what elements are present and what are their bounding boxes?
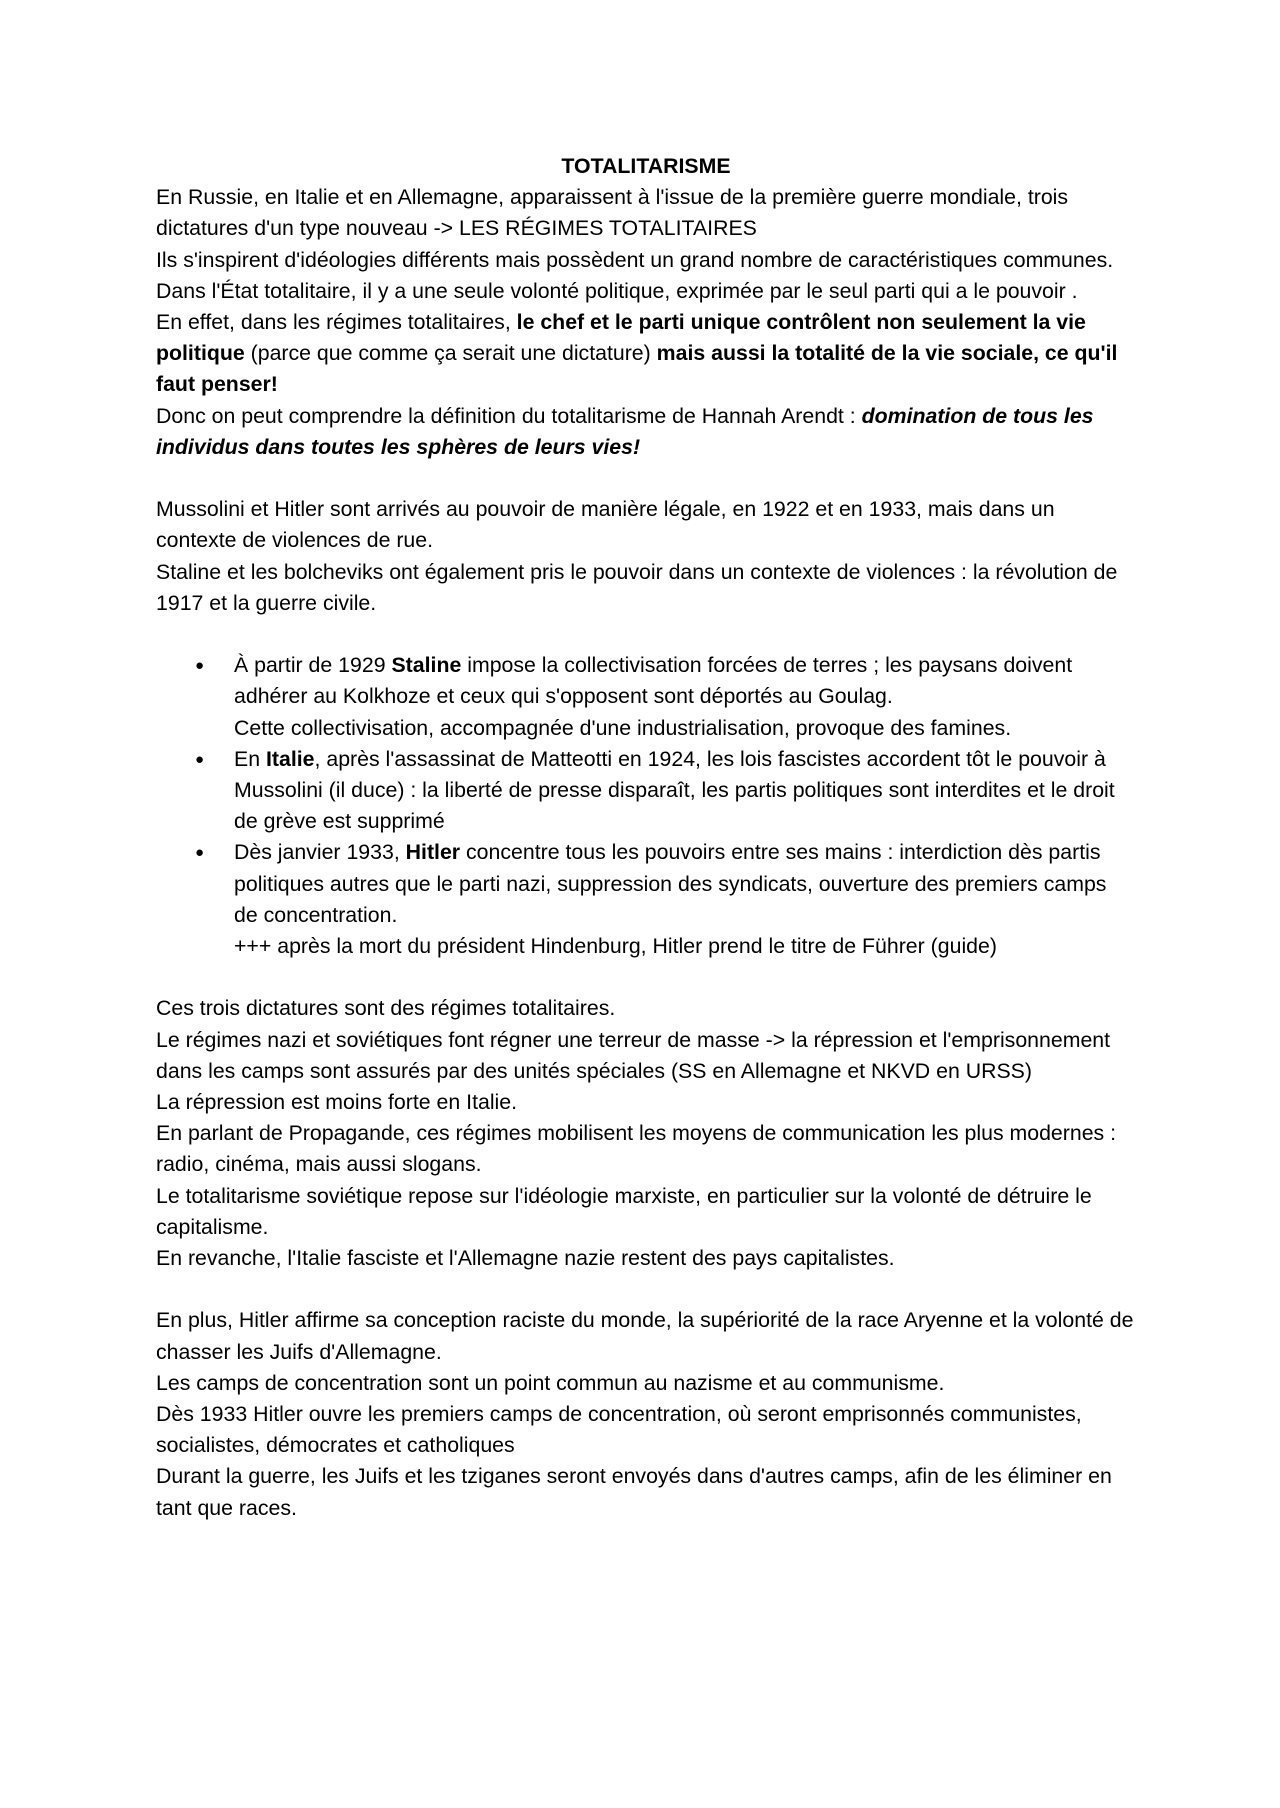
- arendt-definition: domination de tous les individus dans toutes les sphères de leurs vies!: [156, 403, 1094, 459]
- power-paragraph-1: Mussolini et Hitler sont arrivés au pouvoir de manière légale, en 1922 et en 1933, mais dans un contexte de violences de rue.: [156, 497, 1055, 553]
- intro-paragraph-5: [156, 401, 1136, 463]
- list-text: En: [234, 746, 266, 771]
- list-item-italie: [234, 744, 1136, 838]
- spacer: [156, 1274, 1136, 1305]
- camps-paragraph: Durant la guerre, les Juifs et les tziganes seront envoyés dans d'autres camps, afin de les éliminer en tant que races.: [156, 1464, 1112, 1520]
- list-item-staline: [234, 650, 1136, 744]
- list-text: concentre tous les pouvoirs entre ses mains : interdiction dès partis politiques autres que le parti nazi, suppression des syndicats, ouverture des premiers camps de concentration.: [234, 840, 1107, 927]
- intro-p4-bold-b: mais aussi la totalité de la vie sociale, ce qu'il faut penser!: [156, 341, 1118, 397]
- regimes-paragraph: Le régimes nazi et soviétiques font régner une terreur de masse -> la répression et l'emprisonnement dans les camps sont assurés par des unités spéciales (SS en Allemagne et NKVD en URSS): [156, 1027, 1111, 1083]
- spacer: [156, 463, 1136, 494]
- regimes-paragraph: Ces trois dictatures sont des régimes totalitaires.: [156, 996, 616, 1021]
- list-text: impose la collectivisation forcées de terres ; les paysans doivent adhérer au Kolkhoze et ceux qui s'opposent sont déportés au Goulag.: [234, 653, 1073, 709]
- list-bold: Hitler: [405, 840, 461, 865]
- camps-paragraph: Les camps de concentration sont un point commun au nazisme et au communisme.: [156, 1370, 945, 1395]
- regimes-paragraph: En parlant de Propagande, ces régimes mobilisent les moyens de communication les plus modernes : radio, cinéma, mais aussi slogans.: [156, 1121, 1117, 1177]
- camps-paragraph: Dès 1933 Hitler ouvre les premiers camps de concentration, où seront emprisonnés communistes, socialistes, démocrates et catholiques: [156, 1402, 1082, 1458]
- regimes-paragraph: La répression est moins forte en Italie.: [156, 1090, 518, 1115]
- intro-paragraph-1: En Russie, en Italie et en Allemagne, apparaissent à l'issue de la première guerre mondiale, trois dictatures d'un type nouveau -> LES RÉGIMES TOTALITAIRES: [156, 185, 1069, 241]
- intro-paragraph-4: [156, 307, 1136, 401]
- list-text: Cette collectivisation, accompagnée d'une industrialisation, provoque des famines.: [234, 715, 1012, 740]
- intro-p5-text: Donc on peut comprendre la définition du totalitarisme de Hannah Arendt :: [156, 403, 862, 428]
- intro-p4-text-b: (parce que comme ça serait une dictature): [244, 341, 657, 366]
- spacer: [156, 619, 1136, 650]
- intro-paragraph-2: Ils s'inspirent d'idéologies différents mais possèdent un grand nombre de caractéristiques communes.: [156, 247, 1114, 272]
- page-title: TOTALITARISME: [561, 154, 731, 178]
- intro-paragraph-3: Dans l'État totalitaire, il y a une seule volonté politique, exprimée par le seul parti qui a le pouvoir .: [156, 278, 1078, 303]
- list-bold: Italie: [265, 746, 315, 771]
- intro-p4-text-a: En effet, dans les régimes totalitaires,: [156, 310, 517, 335]
- list-text: , après l'assassinat de Matteotti en 1924, les lois fascistes accordent tôt le pouvoir à Mussolini (il duce) : la liberté de presse disparaît, les partis politiques sont interdites et le droit de grève est supprimé: [234, 746, 1115, 834]
- list-text: Dès janvier 1933,: [234, 840, 406, 865]
- regimes-paragraph: Le totalitarisme soviétique repose sur l'idéologie marxiste, en particulier sur la volonté de détruire le capitalisme.: [156, 1183, 1092, 1239]
- list-text: À partir de 1929: [234, 653, 392, 678]
- regimes-paragraph: En revanche, l'Italie fasciste et l'Allemagne nazie restent des pays capitalistes.: [156, 1246, 895, 1271]
- list-text: +++ après la mort du président Hindenburg, Hitler prend le titre de Führer (guide): [234, 934, 997, 959]
- camps-paragraph: En plus, Hitler affirme sa conception raciste du monde, la supériorité de la race Aryenne et la volonté de chasser les Juifs d'Allemagne.: [156, 1308, 1134, 1364]
- spacer: [156, 962, 1136, 993]
- document-page: [156, 151, 1136, 1524]
- bullet-list: [156, 650, 1136, 962]
- list-bold: Staline: [391, 653, 462, 678]
- power-paragraph-2: Staline et les bolcheviks ont également pris le pouvoir dans un contexte de violences : la révolution de 1917 et la guerre civile.: [156, 559, 1118, 615]
- list-item-hitler: [234, 837, 1136, 962]
- intro-p4-bold-a: le chef et le parti unique contrôlent non seulement la vie politique: [156, 310, 1086, 366]
